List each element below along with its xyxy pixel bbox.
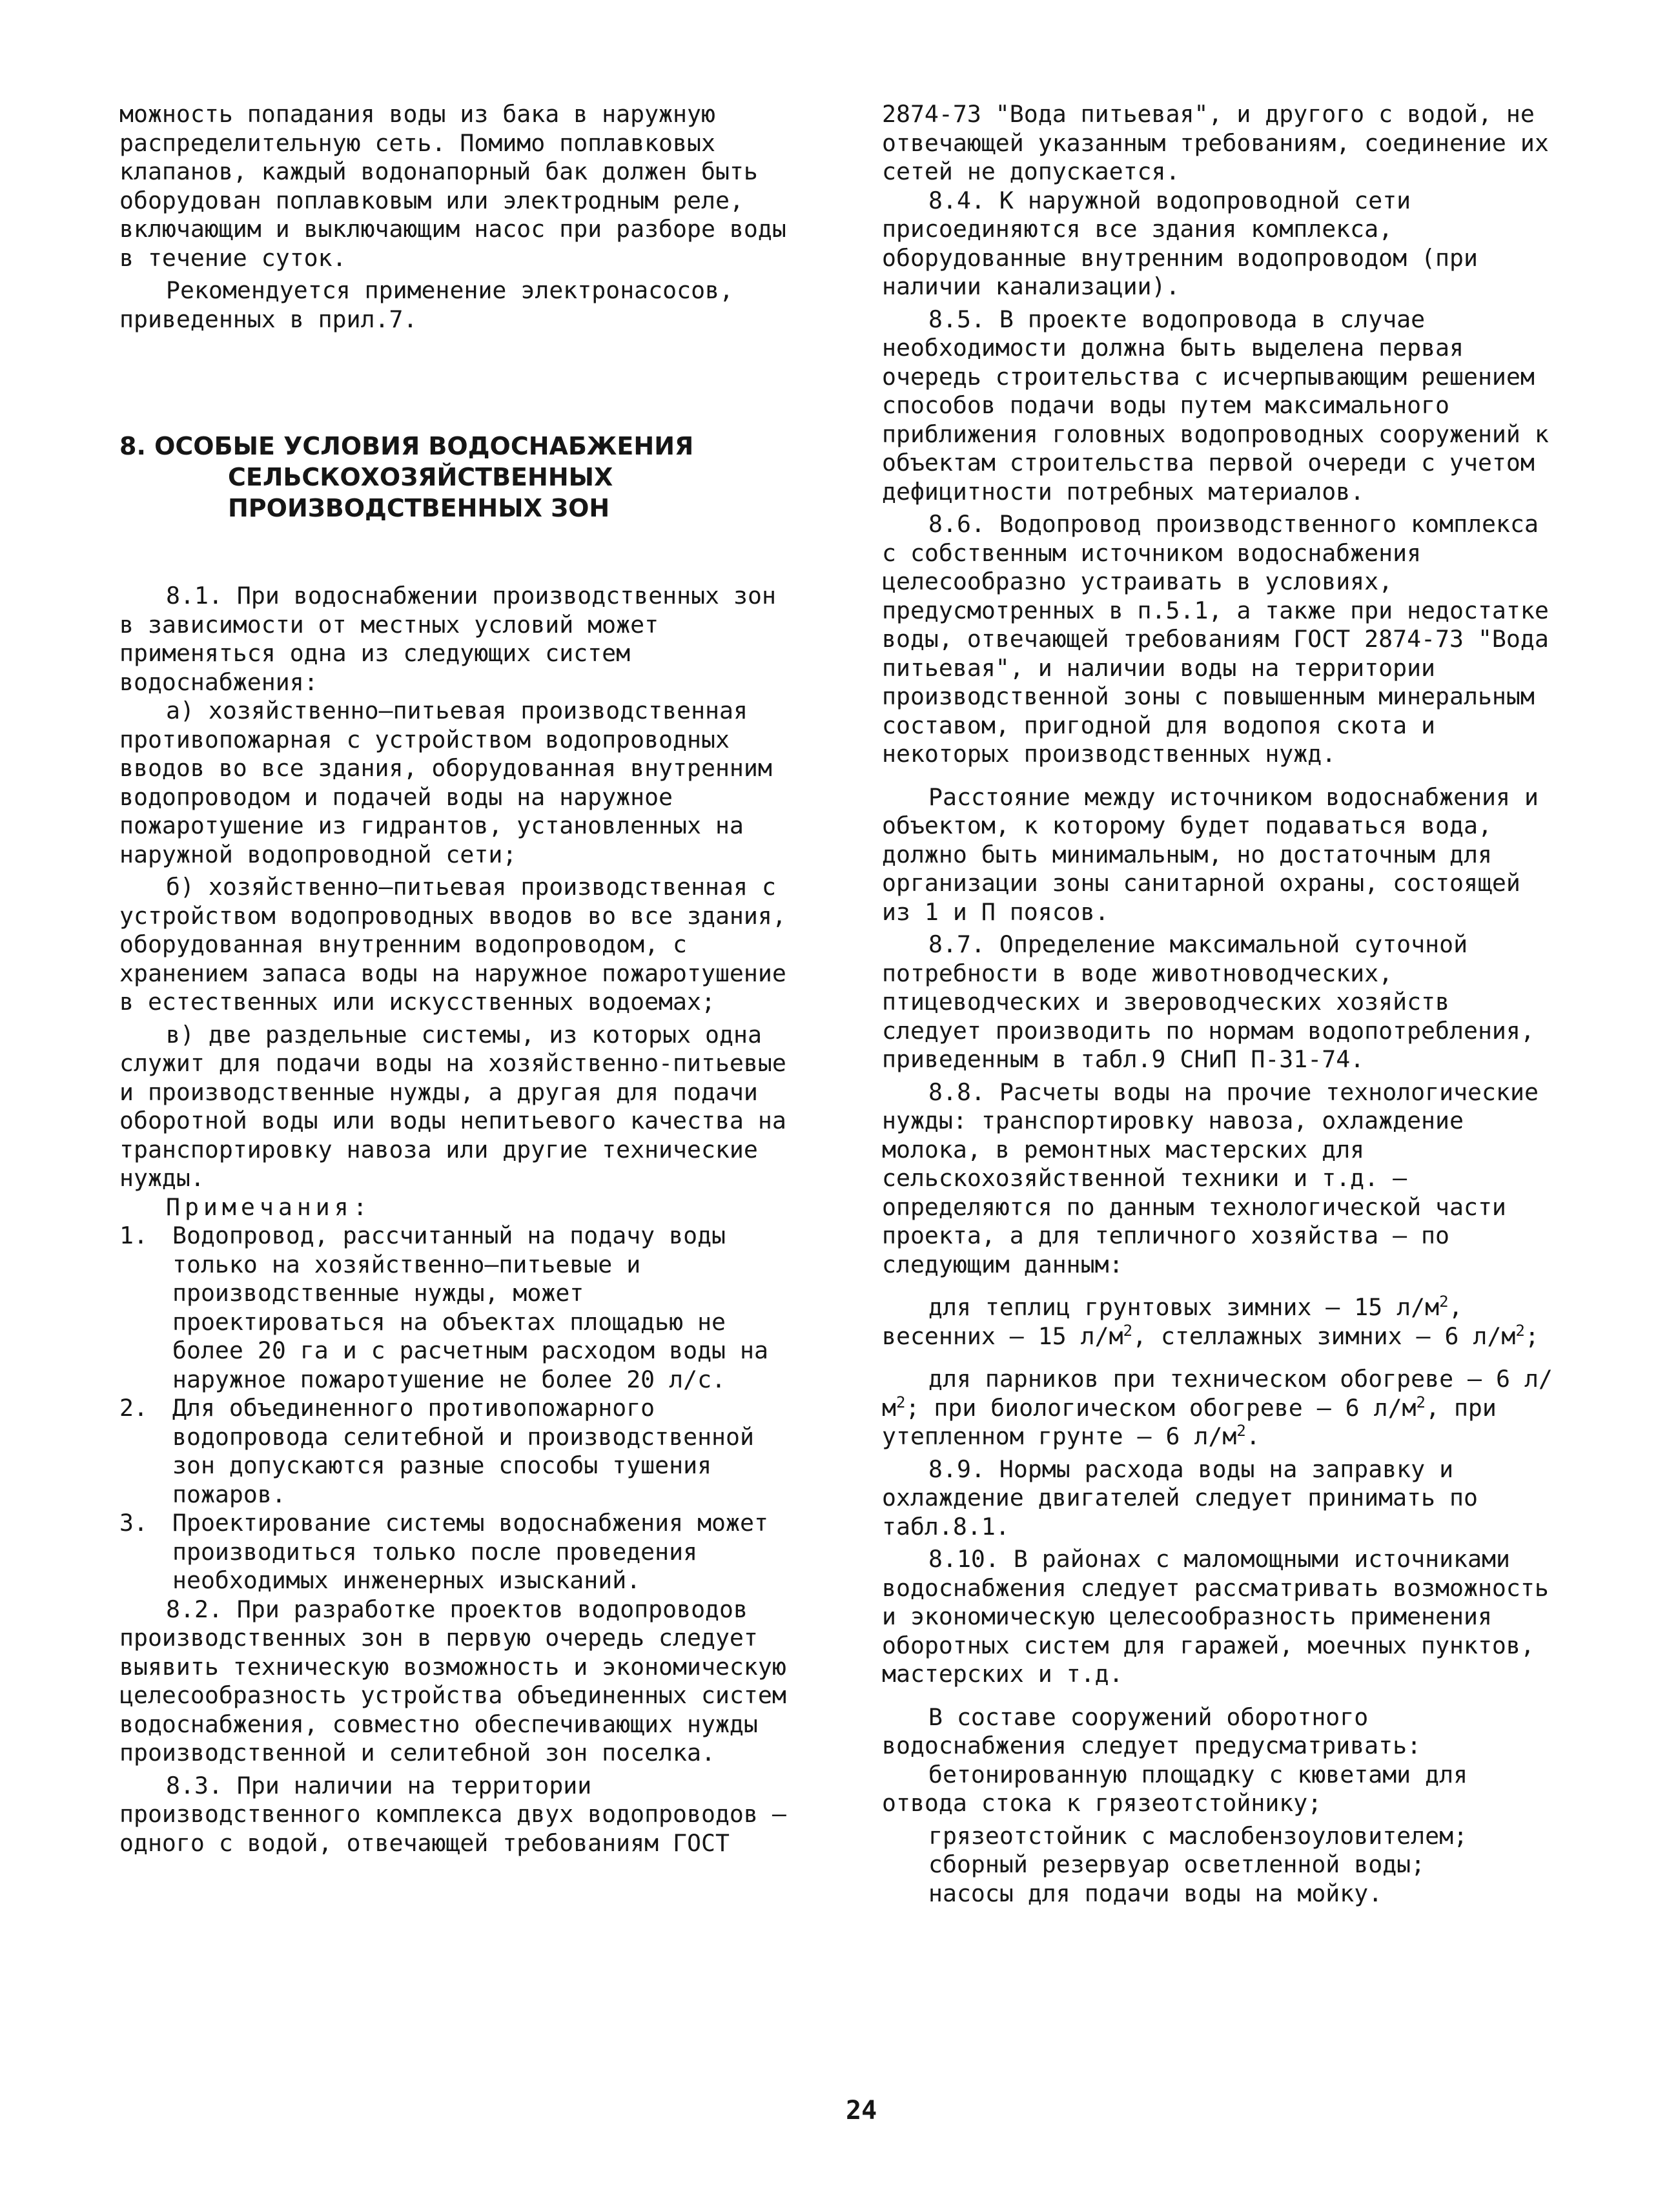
paragraph-recycling: В составе сооружений оборотного водоснабжения следует предусматривать: (882, 1703, 1422, 1759)
list-item-a: а) хозяйственно–питьевая производственная противопожарная с устройством водопроводных вводов во все здания, оборудованная внутренним водопроводом и подачей воды на наружное пожаротушение из гидрантов, установленных на наружной водопроводной сети; (119, 697, 772, 868)
notes-title: Примечания: (166, 1193, 372, 1221)
list-item-v: в) две раздельные системы, из которых одна служит для подачи воды на хозяйственно-питьевые и производственные нужды, а другая для подачи оборотной воды или воды непитьевого качества на транспортировку навоза или другие технические нужды. (119, 1020, 786, 1192)
list-item: бетонированную площадку с кюветами для отвода стока к грязеотстойнику; (882, 1760, 1468, 1817)
list-item: грязеотстойник с маслобензоуловителем; (928, 1821, 1468, 1850)
paragraph-8-10: 8.10. В районах с маломощными источниками водоснабжения следует рассматривать возможность и экономическую целесообразность применения оборотных систем для гаражей, моечных пунктов, мастерских и т.д. (882, 1545, 1549, 1688)
note-item (119, 1394, 797, 1509)
note-text: Водопровод, рассчитанный на подачу воды только на хозяйственно–питьевые и производственные нужды, может проектироваться на объектах площадью не более 20 га и с расчетным расходом воды на наружное пожаротушение не более 20 л/с. (172, 1222, 768, 1393)
list-item-b: б) хозяйственно–питьевая производственная с устройством водопроводных вводов во все здания, оборудованная внутренним водопроводом, с хранением запаса воды на наружное пожаротушение в естественных или искусственных водоемах; (119, 873, 786, 1016)
superscript-2: 2 (1416, 1393, 1426, 1411)
right-column (882, 100, 1553, 1908)
note-number: 2. (119, 1394, 148, 1422)
heading-line-1: 8. ОСОБЫЕ УСЛОВИЯ ВОДОСНАБЖЕНИЯ (119, 432, 694, 460)
superscript-2: 2 (895, 1393, 906, 1411)
note-item (119, 1222, 797, 1394)
section-heading (119, 431, 797, 524)
heading-line-3: ПРОИЗВОДСТВЕННЫХ ЗОН (228, 494, 610, 522)
superscript-2: 2 (1236, 1421, 1246, 1440)
paragraph-8-7: 8.7. Определение максимальной суточной потребности в воде животноводческих, птицеводческих и звероводческих хозяйств следует производить по нормам водопотребления, приведенным в табл.9 СНиП П-31-74. (882, 930, 1535, 1073)
note-item (119, 1509, 797, 1595)
paragraph-greenhouse-norms: для теплиц грунтовых зимних – 15 $л/м^2$, весенних – 15 $л/м^2$, стеллажных зимних – 6 $л/м^2$; (882, 1292, 1539, 1350)
list-item: сборный резервуар осветленной воды; (928, 1850, 1426, 1878)
paragraph-distance: Расстояние между источником водоснабжения и объектом, к которому будет подаваться вода, должно быть минимальным, но достаточным для организации зоны санитарной охраны, состоящей из 1 и П поясов. (882, 783, 1539, 926)
paragraph-float-valves: можность попадания воды из бака в наружную распределительную сеть. Помимо поплавковых клапанов, каждый водонапорный бак должен быть оборудован поплавковым или электродным реле, включающим и выключающим насос при разборе воды в течение суток. (119, 100, 786, 272)
heading-line-2: СЕЛЬСКОХОЗЯЙСТВЕННЫХ (228, 463, 613, 491)
paragraph-8-2: 8.2. При разработке проектов водопроводов производственных зон в первую очередь следует выявить техническую возможность и экономическую целесообразность устройства объединенных систем водоснабжения, совместно обеспечивающих нужды производственной и селитебной зон поселка. (119, 1595, 786, 1767)
list-item: насосы для подачи воды на мойку. (928, 1879, 1383, 1907)
paragraph-8-6: 8.6. Водопровод производственного комплекса с собственным источником водоснабжения целесообразно устраивать в условиях, предусмотренных в п.5.1, а также при недостатке воды, отвечающей требованиям ГОСТ 2874-73 "Вода питьевая", и наличии воды на территории производственной зоны с повышенным минеральным составом, пригодной для водопоя скота и некоторых производственных нужд. (882, 510, 1549, 768)
superscript-2: 2 (1515, 1321, 1525, 1340)
note-text: Проектирование системы водоснабжения может производиться только после проведения необходимых инженерных изысканий. (172, 1509, 768, 1594)
notes-list (119, 1222, 797, 1595)
paragraph-pump-recommendation: Рекомендуется применение электронасосов, приведенных в прил.7. (119, 276, 733, 333)
note-number: 1. (119, 1222, 148, 1249)
left-column (119, 100, 797, 1858)
paragraph-8-1: 8.1. При водоснабжении производственных зон в зависимости от местных условий может применяться одна из следующих систем водоснабжения: (119, 582, 776, 696)
paragraph-8-4: 8.4. К наружной водопроводной сети присоединяются все здания комплекса, оборудованные внутренним водопроводом (при наличии канализации). (882, 186, 1478, 300)
page-number: 24 (846, 2096, 877, 2125)
paragraph-8-9: 8.9. Нормы расхода воды на заправку и охлаждение двигателей следует принимать по табл.8.1. (882, 1455, 1478, 1541)
note-number: 3. (119, 1509, 148, 1537)
note-text: Для объединенного противопожарного водопровода селитебной и производственной зон допускаются разные способы тушения пожаров. (172, 1394, 754, 1508)
superscript-2: 2 (1123, 1321, 1133, 1340)
paragraph-hotbed-norms: для парников при техническом обогреве – 6 $л/м^2$; при биологическом обогреве – 6 $л/м^2$, при утепленном грунте – 6 $л/м^2$. (882, 1365, 1553, 1450)
paragraph-8-8: 8.8. Расчеты воды на прочие технологические нужды: транспортировку навоза, охлаждение молока, в ремонтных мастерских для сельскохозяйственной техники и т.д. – определяются по данным технологической части проекта, а для тепличного хозяйства – по следующим данным: (882, 1078, 1539, 1278)
paragraph-8-3: 8.3. При наличии на территории производственного комплекса двух водопроводов – одного с водой, отвечающей требованиям ГОСТ (119, 1771, 786, 1857)
paragraph-continuation: 2874-73 "Вода питьевая", и другого с водой, не отвечающей указанным требованиям, соединение их сетей не допускается. (882, 100, 1549, 185)
superscript-2: 2 (1439, 1292, 1449, 1311)
paragraph-8-5: 8.5. В проекте водопровода в случае необходимости должна быть выделена первая очередь строительства с исчерпывающим решением способов подачи воды путем максимального приближения головных водопроводных сооружений к объектам строительства первой очереди с учетом дефицитности потребных материалов. (882, 305, 1549, 506)
